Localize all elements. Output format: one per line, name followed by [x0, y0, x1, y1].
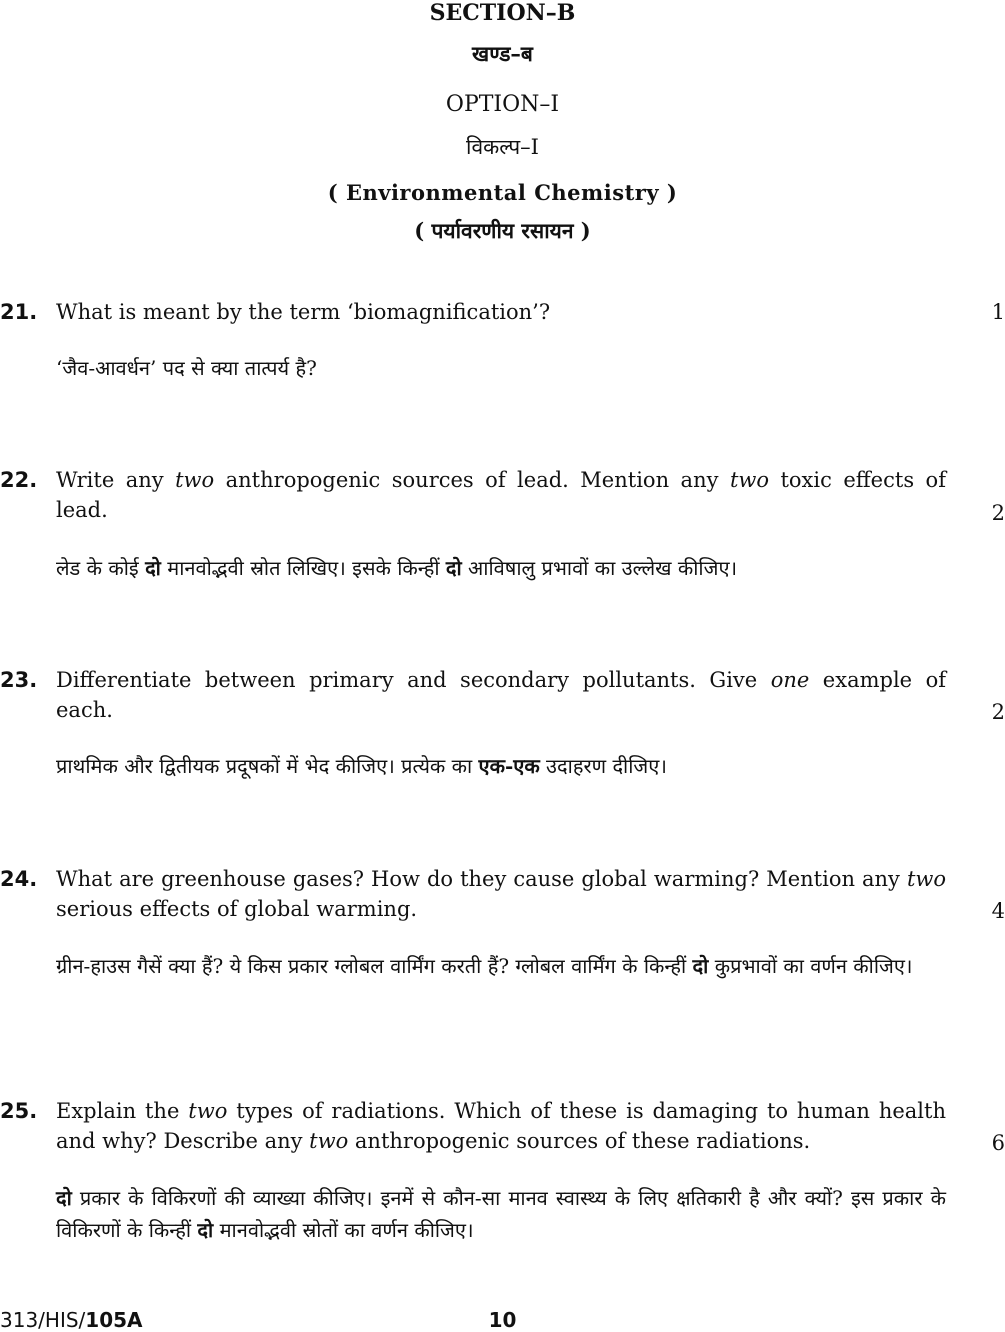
question-marks: 4	[991, 899, 1005, 923]
question-marks: 1	[991, 300, 1005, 324]
question-text-en: Explain the two types of radiations. Which of these is damaging to human health and why? Describe any two anthropogenic sources of these radiations.	[56, 1099, 946, 1153]
paper-code: 313/HIS/105A	[0, 1308, 143, 1332]
section-title: SECTION–B	[429, 0, 576, 26]
topic-title-hindi: ( पर्यावरणीय रसायन )	[414, 218, 591, 243]
question-text-en: What is meant by the term ‘biomagnification’?	[56, 300, 551, 324]
question-number: 25.	[0, 1099, 38, 1123]
section-title-hindi: खण्ड–ब	[472, 41, 533, 66]
question-number: 21.	[0, 300, 38, 324]
question-text-hi: ‘जैव-आवर्धन’ पद से क्या तात्पर्य है?	[56, 356, 317, 380]
question-text-hi: प्राथमिक और द्वितीयक प्रदूषकों में भेद कीजिए। प्रत्येक का एक-एक उदाहरण दीजिए।	[56, 754, 667, 778]
option-title-hindi: विकल्प–I	[466, 135, 539, 159]
option-title: OPTION–I	[445, 92, 560, 117]
page-number: 10	[488, 1308, 517, 1332]
question-number: 24.	[0, 867, 38, 891]
question-number: 22.	[0, 468, 38, 492]
question-text-hi: ग्रीन-हाउस गैसें क्या हैं? ये किस प्रकार ग्लोबल वार्मिंग करती हैं? ग्लोबल वार्मिंग के किन्हीं दो कुप्रभावों का वर्णन कीजिए।	[56, 954, 913, 978]
question-marks: 6	[991, 1131, 1005, 1155]
topic-title: ( Environmental Chemistry )	[327, 180, 678, 205]
question-text-hi: लेड के कोई दो मानवोद्भवी स्रोत लिखिए। इसके किन्हीं दो आविषालु प्रभावों का उल्लेख कीजिए।	[56, 556, 738, 580]
question-marks: 2	[991, 501, 1005, 525]
question-number: 23.	[0, 668, 38, 692]
question-marks: 2	[991, 700, 1005, 724]
question-text-hi: दो प्रकार के विकिरणों की व्याख्या कीजिए। इनमें से कौन-सा मानव स्वास्थ्य के लिए क्षतिकारी है और क्यों? इस प्रकार के विकिरणों के किन्हीं दो मानवोद्भवी स्रोतों का वर्णन कीजिए।	[56, 1186, 946, 1242]
question-text-en: What are greenhouse gases? How do they cause global warming? Mention any two serious effects of global warming.	[56, 867, 946, 921]
question-text-en: Differentiate between primary and secondary pollutants. Give one example of each.	[56, 668, 946, 722]
question-text-en: Write any two anthropogenic sources of lead. Mention any two toxic effects of lead.	[56, 468, 946, 522]
